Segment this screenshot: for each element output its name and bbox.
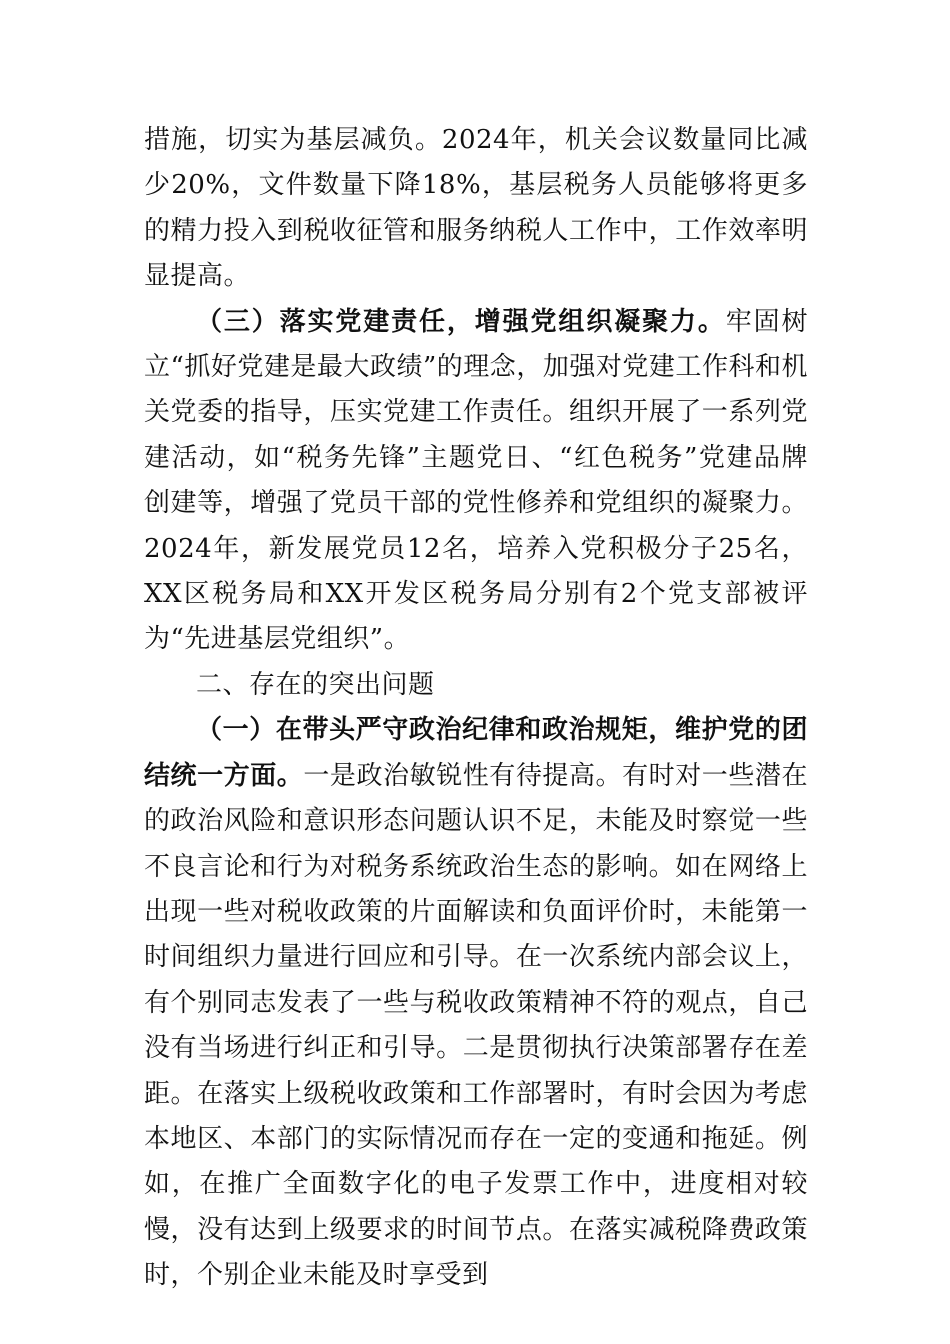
document-body <box>144 118 808 1299</box>
section-heading-problems: 二、存在的突出问题 <box>196 669 435 700</box>
paragraph-party-building <box>144 300 808 663</box>
paragraph-party-building-lead: （三）落实党建责任，增强党组织凝聚力。 <box>196 306 726 337</box>
paragraph-political-discipline <box>144 708 808 1298</box>
paragraph-burden-reduction: 措施，切实为基层减负。2024年，机关会议数量同比减少20%，文件数量下降18%，基层税务人员能够将更多的精力投入到税收征管和服务纳税人工作中，工作效率明显提高。 <box>144 125 808 292</box>
paragraph-party-building-body: 牢固树立“抓好党建是最大政绩”的理念，加强对党建工作科和机关党委的指导，压实党建工作责任。组织开展了一系列党建活动，如“税务先锋”主题党日、“红色税务”党建品牌创建等，增强了党员干部的党性修养和党组织的凝聚力。2024年，新发展党员12名，培养入党积极分子25名，XX区税务局和XX开发区税务局分别有2个党支部被评为“先进基层党组织”。 <box>144 306 808 655</box>
paragraph-political-discipline-body: 一是政治敏锐性有待提高。有时对一些潜在的政治风险和意识形态问题认识不足，未能及时察觉一些不良言论和行为对税务系统政治生态的影响。如在网络上出现一些对税收政策的片面解读和负面评价时，未能第一时间组织力量进行回应和引导。在一次系统内部会议上，有个别同志发表了一些与税收政策精神不符的观点，自己没有当场进行纠正和引导。二是贯彻执行决策部署存在差距。在落实上级税收政策和工作部署时，有时会因为考虑本地区、本部门的实际情况而存在一定的变通和拖延。例如，在推广全面数字化的电子发票工作中，进度相对较慢，没有达到上级要求的时间节点。在落实减税降费政策时，个别企业未能及时享受到 <box>144 760 808 1291</box>
paragraph-political-discipline-lead: （一）在带头严守政治纪律和政治规矩，维护党的团结统一方面。 <box>144 715 808 791</box>
